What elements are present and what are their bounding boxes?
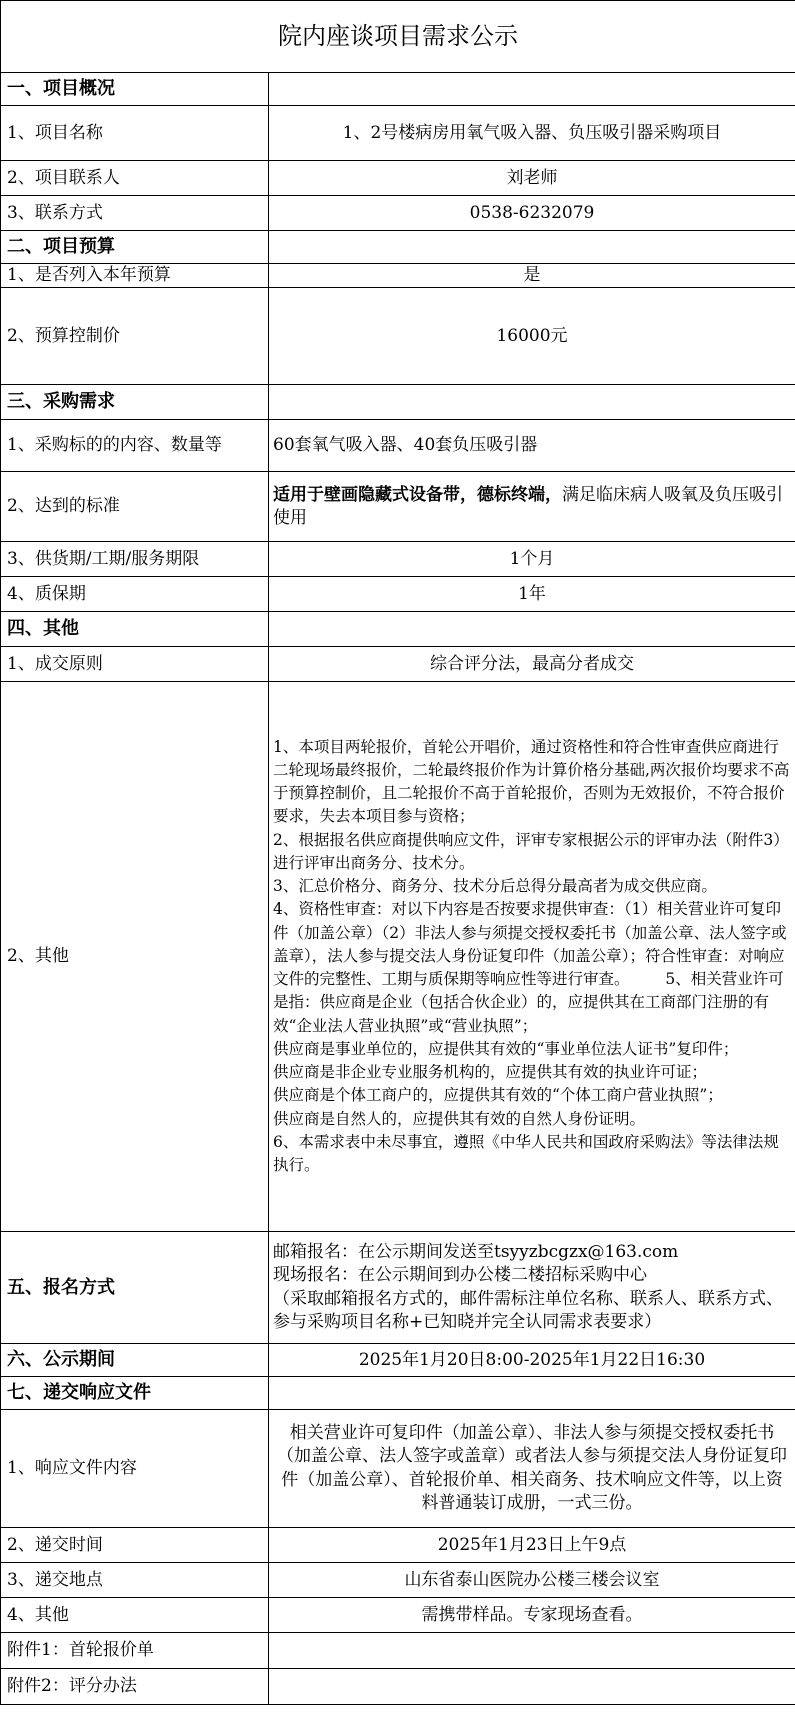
phone-value: 0538-6232079 [269,196,795,231]
section-row [1,612,795,647]
row-label: 3、递交地点 [1,1563,269,1598]
in-budget-value: 是 [269,264,795,288]
title-row [1,1,795,73]
period-value: 2025年1月20日8:00-2025年1月22日16:30 [269,1344,795,1377]
section-row [1,1232,795,1344]
row-label: 3、联系方式 [1,196,269,231]
section-row [1,1344,795,1377]
delivery-value: 1个月 [269,542,795,577]
section-row [1,231,795,264]
row-label: 2、达到的标准 [1,472,269,542]
other-line: 4、资格性审查：对以下内容是否按要求提供审查：（1）相关营业许可复印件（加盖公章）（2）非法人参与须提交授权委托书（加盖公章、法人签字或盖章），法人参与提交法人身份证复印件（加盖公章）；符合性审查：对响应文件的完整性、工期与质保期等响应性等进行审查。 5、相关营业许可是指：供应商是企业（包括合伙企业）的，应提供其在工商部门注册的有效“企业法人营业执照”或“营业执照”； [273,900,787,1035]
other-line: 2、根据报名供应商提供响应文件，评审专家根据公示的评审办法（附件3）进行评审出商务分、技术分。 [273,830,789,872]
attachment-label: 附件1：首轮报价单 [1,1633,269,1669]
other-line: 供应商是非企业专业服务机构的，应提供其有效的执业许可证； [273,1063,708,1082]
table-row [1,264,795,288]
empty-cell [269,1669,795,1705]
table-row [1,1598,795,1633]
other-line: 供应商是事业单位的，应提供其有效的“事业单位法人证书”复印件； [273,1039,739,1058]
other-line: 6、本需求表中未尽事宜，遵照《中华人民共和国政府采购法》等法律法规执行。 [273,1132,779,1175]
row-label: 3、供货期/工期/服务期限 [1,542,269,577]
section-heading: 二、项目预算 [1,231,269,264]
table-row [1,1563,795,1598]
register-line: 现场报名：在公示期间到办公楼二楼招标采购中心 [273,1265,647,1286]
section-heading: 一、项目概况 [1,73,269,106]
content-value: 60套氧气吸入器、40套负压吸引器 [269,420,795,472]
row-label: 2、项目联系人 [1,161,269,196]
section-heading: 七、递交响应文件 [1,1377,269,1410]
row-label: 1、成交原则 [1,647,269,682]
table-row [1,288,795,385]
table-row [1,106,795,161]
empty-cell [269,73,795,106]
budget-price-value: 16000元 [269,288,795,385]
row-label: 2、其他 [1,682,269,1232]
table-row [1,542,795,577]
other-line: 供应商是自然人的，应提供其有效的自然人身份证明。 [273,1109,646,1128]
page-title: 院内座谈项目需求公示 [1,1,795,73]
warranty-value: 1年 [269,577,795,612]
table-row [1,196,795,231]
row-label: 4、质保期 [1,577,269,612]
table-row [1,1633,795,1669]
table-row [1,1528,795,1563]
standard-text: 满足临床病人吸氧及负压吸引使用 [273,485,783,528]
empty-cell [269,1633,795,1669]
row-label: 1、项目名称 [1,106,269,161]
section-heading: 三、采购需求 [1,385,269,420]
table-row [1,577,795,612]
other-line: 1、本项目两轮报价，首轮公开唱价，通过资格性和符合性审查供应商进行二轮现场最终报价，二轮最终报价作为计算价格分基础,两次报价均要求不高于预算控制价，且二轮报价不高于首轮报价，否则为无效报价，不符合报价要求，失去本项目参与资格； [273,737,790,826]
section-row [1,73,795,106]
row-label: 4、其他 [1,1598,269,1633]
other-line: 供应商是个体工商户的，应提供其有效的“个体工商户营业执照”； [273,1086,723,1105]
register-line: 邮箱报名：在公示期间发送至tsyyzbcgzx@163.com [273,1241,679,1262]
row-label: 2、预算控制价 [1,288,269,385]
row-label: 2、递交时间 [1,1528,269,1563]
section-heading: 五、报名方式 [1,1232,269,1344]
row-label: 1、是否列入本年预算 [1,264,269,288]
row-label: 1、采购标的的内容、数量等 [1,420,269,472]
empty-cell [269,612,795,647]
submit-other-value: 需携带样品。专家现场查看。 [269,1598,795,1633]
section-row [1,1377,795,1410]
section-heading: 六、公示期间 [1,1344,269,1377]
empty-cell [269,231,795,264]
attachment-label: 附件2：评分办法 [1,1669,269,1705]
table-row [1,1410,795,1528]
empty-cell [269,1377,795,1410]
doc-content-value: 相关营业许可复印件（加盖公章）、非法人参与须提交授权委托书（加盖公章、法人签字或盖章）或者法人参与须提交法人身份证复印件（加盖公章）、首轮报价单、相关商务、技术响应文件等，以上资料普通装订成册，一式三份。 [269,1410,795,1528]
project-name-value: 1、2号楼病房用氧气吸入器、负压吸引器采购项目 [269,106,795,161]
table-row [1,472,795,542]
section-row [1,385,795,420]
table-row [1,420,795,472]
submit-time-value: 2025年1月23日上午9点 [269,1528,795,1563]
standard-bold-text: 适用于壁画隐藏式设备带，德标终端， [273,485,562,506]
submit-place-value: 山东省泰山医院办公楼三楼会议室 [269,1563,795,1598]
table-row [1,682,795,1232]
principle-value: 综合评分法，最高分者成交 [269,647,795,682]
table-row [1,647,795,682]
other-line: 3、汇总价格分、商务分、技术分后总得分最高者为成交供应商。 [273,877,717,896]
empty-cell [269,385,795,420]
register-line: （采取邮箱报名方式的，邮件需标注单位名称、联系人、联系方式、参与采购项目名称+已知晓并完全认同需求表要求） [273,1288,783,1332]
other-value [269,682,795,1232]
row-label: 1、响应文件内容 [1,1410,269,1528]
register-value [269,1232,795,1344]
table-row [1,1669,795,1705]
section-heading: 四、其他 [1,612,269,647]
table-row [1,161,795,196]
contact-value: 刘老师 [269,161,795,196]
standard-value [269,472,795,542]
